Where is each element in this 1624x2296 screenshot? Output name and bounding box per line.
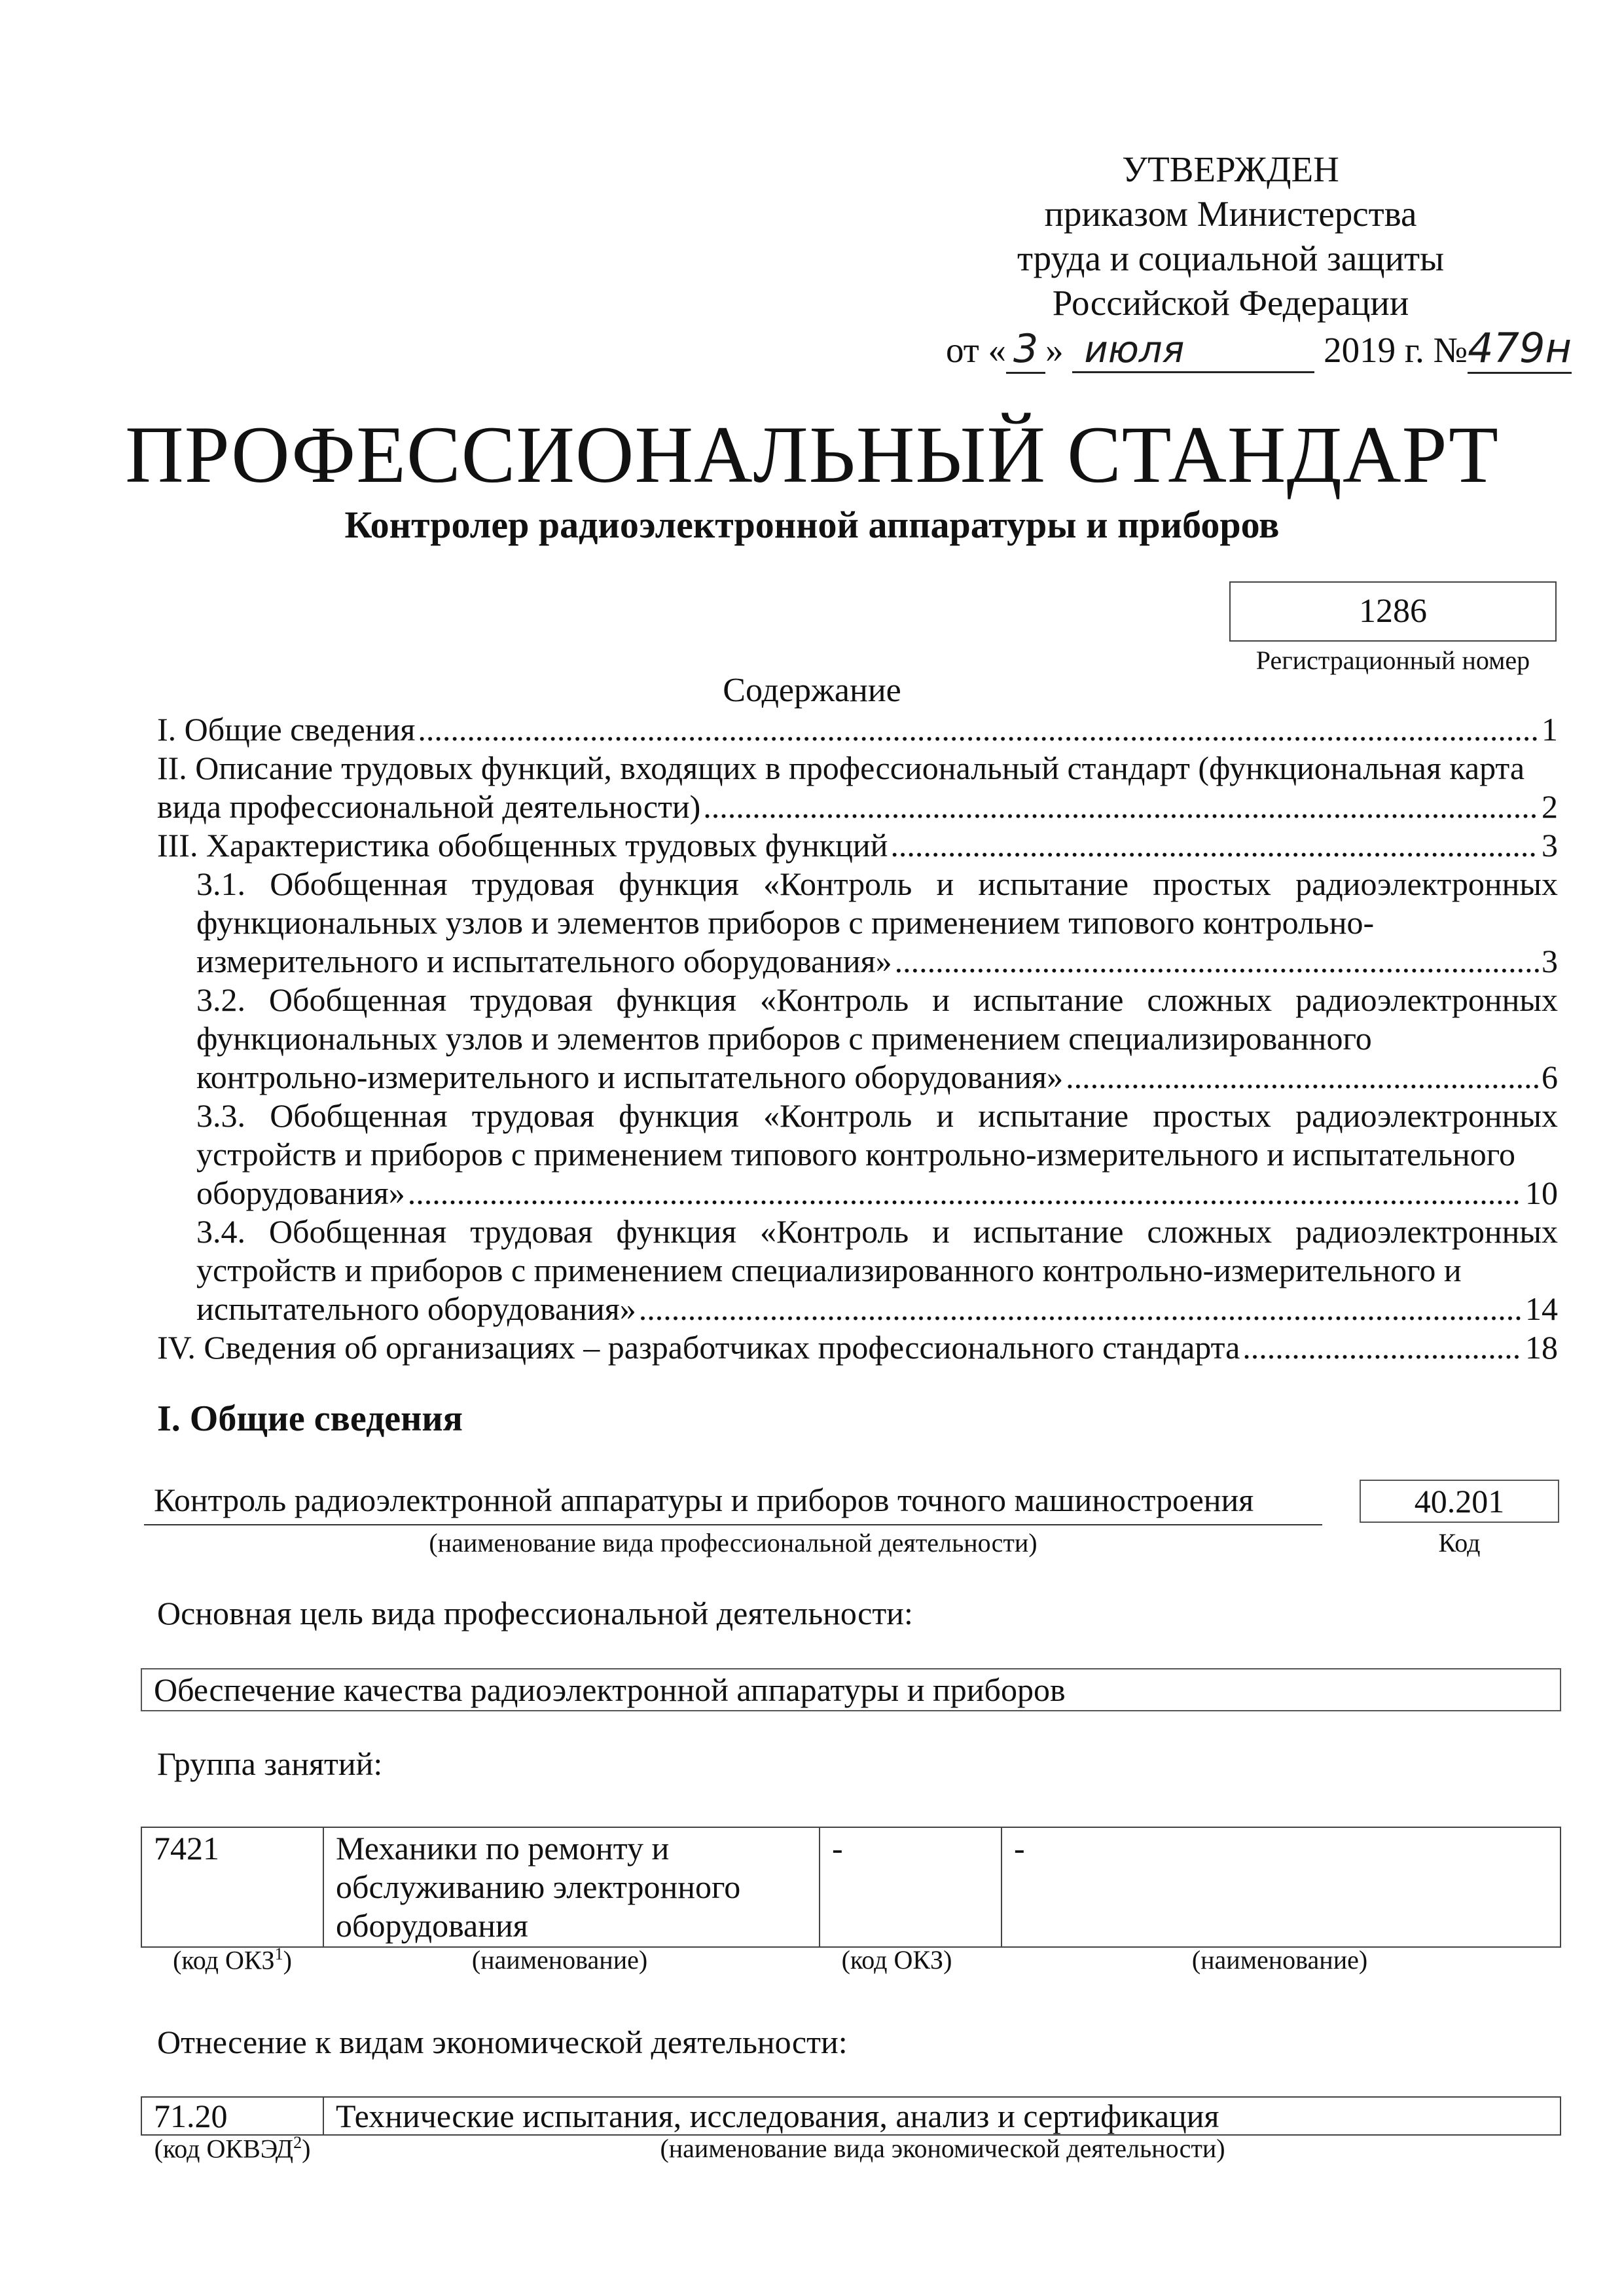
registration-number-label: Регистрационный номер <box>1255 646 1530 675</box>
toc-entry-page: 6 <box>1542 1059 1558 1095</box>
okz-code-caption-2: (код ОКЗ) <box>841 1945 952 1975</box>
toc-entry-text: контрольно-измерительного и испытательного оборудования» <box>196 1059 1064 1095</box>
occupation-name-caption-1: (наименование) <box>471 1945 648 1975</box>
kind-of-activity-caption: (наименование вида профессиональной деятельности) <box>429 1528 1038 1558</box>
toc-entry[interactable] <box>157 826 1558 865</box>
toc-entry-text: III. Характеристика обобщенных трудовых функций <box>157 827 888 864</box>
occupation-code-2: - <box>820 1827 1001 1947</box>
occupation-name-caption-2: (наименование) <box>1191 1945 1368 1975</box>
toc-entry[interactable] <box>157 865 1558 981</box>
occupation-group-table <box>141 1827 1561 1948</box>
document-title: ПРОФЕССИОНАЛЬНЫЙ СТАНДАРТ <box>125 410 1499 500</box>
toc-entry-page: 3 <box>1542 943 1558 979</box>
toc-entry-page: 2 <box>1542 788 1558 825</box>
handwritten-day: 3 <box>1006 326 1045 374</box>
okved-label: Отнесение к видам экономической деятельности: <box>157 2024 848 2060</box>
goal-label: Основная цель вида профессиональной деятельности: <box>157 1595 913 1631</box>
toc-entry-page: 18 <box>1525 1329 1558 1366</box>
okz-code-caption-1: (код ОКЗ$^1$) <box>173 1944 292 1975</box>
toc-entry-text: испытательного оборудования» <box>196 1290 636 1327</box>
handwritten-month: июля <box>1072 329 1314 373</box>
toc-entry-page: 3 <box>1542 827 1558 864</box>
date-year: 2019 г. № <box>1324 330 1468 370</box>
okved-name-caption: (наименование вида экономической деятельности) <box>660 2134 1225 2163</box>
toc-entry-text-head: 3.4. Обобщенная трудовая функция «Контроль и испытание сложных радиоэлектронных устройств и приборов с применением специализированного контрольно-измерительного и <box>196 1213 1558 1288</box>
toc-entry[interactable] <box>157 749 1558 826</box>
code-caption: Код <box>1438 1528 1481 1558</box>
approval-line-1: УТВЕРЖДЕН <box>1122 149 1339 189</box>
toc-title: Содержание <box>723 672 901 709</box>
toc-entry[interactable] <box>157 981 1558 1097</box>
toc-entry-page: 10 <box>1525 1175 1558 1211</box>
registration-number-box: 1286 <box>1229 581 1557 642</box>
approval-line-3: труда и социальной защиты <box>1017 238 1445 278</box>
kind-of-activity-field: Контроль радиоэлектронной аппаратуры и приборов точного машиностроения <box>144 1481 1322 1525</box>
toc-entry[interactable] <box>157 1212 1558 1328</box>
table-row <box>141 2097 1561 2135</box>
kind-code-box: 40.201 <box>1360 1480 1559 1523</box>
okved-code-caption: (код ОКВЭД$^2$) <box>154 2133 311 2164</box>
toc-entry-text: I. Общие сведения <box>157 711 416 748</box>
occupation-name-1: Механики по ремонту и обслуживанию электронного оборудования <box>323 1827 820 1947</box>
toc-entry[interactable] <box>157 710 1558 749</box>
toc-entry-page: 1 <box>1542 711 1558 748</box>
toc-entry-text: IV. Сведения об организациях – разработчиках профессионального стандарта <box>157 1329 1240 1366</box>
approval-block <box>903 147 1558 325</box>
occupation-name-2: - <box>1001 1827 1561 1947</box>
okved-table <box>141 2096 1561 2136</box>
toc-entry-text-head: 3.1. Обобщенная трудовая функция «Контроль и испытание простых радиоэлектронных функциональных узлов и элементов приборов с применением типового контрольно- <box>196 866 1558 941</box>
approval-line-2: приказом Министерства <box>1044 194 1417 234</box>
document-subtitle: Контролер радиоэлектронной аппаратуры и приборов <box>344 503 1280 546</box>
table-of-contents <box>157 710 1558 1367</box>
toc-entry-text-head: 3.3. Обобщенная трудовая функция «Контроль и испытание простых радиоэлектронных устройств и приборов с применением типового контрольно-измерительного и испытательного <box>196 1097 1558 1173</box>
approval-date-line <box>946 324 1572 374</box>
section-heading: I. Общие сведения <box>157 1398 463 1439</box>
toc-entry-page: 14 <box>1525 1290 1558 1327</box>
toc-entry-text: измерительного и испытательного оборудования» <box>196 943 892 979</box>
goal-box: Обеспечение качества радиоэлектронной аппаратуры и приборов <box>141 1668 1561 1711</box>
group-label: Группа занятий: <box>157 1745 383 1782</box>
handwritten-order-number: 479н <box>1468 324 1572 374</box>
toc-entry-text-head: 3.2. Обобщенная трудовая функция «Контроль и испытание сложных радиоэлектронных функциональных узлов и элементов приборов с применением специализированного <box>196 981 1558 1057</box>
toc-entry[interactable] <box>157 1328 1558 1367</box>
toc-entry-text: вида профессиональной деятельности) <box>157 788 701 825</box>
occupation-code-1: 7421 <box>141 1827 323 1947</box>
date-prefix: от « <box>946 330 1007 370</box>
date-mid: » <box>1045 330 1064 370</box>
okved-name: Технические испытания, исследования, анализ и сертификация <box>323 2097 1561 2135</box>
okved-code: 71.20 <box>141 2097 323 2135</box>
toc-entry-text-head: II. Описание трудовых функций, входящих в профессиональный стандарт (функциональная карта <box>157 750 1525 786</box>
toc-entry-text: оборудования» <box>196 1175 405 1211</box>
toc-entry[interactable] <box>157 1097 1558 1212</box>
table-row <box>141 1827 1561 1947</box>
approval-line-4: Российской Федерации <box>1052 283 1409 323</box>
